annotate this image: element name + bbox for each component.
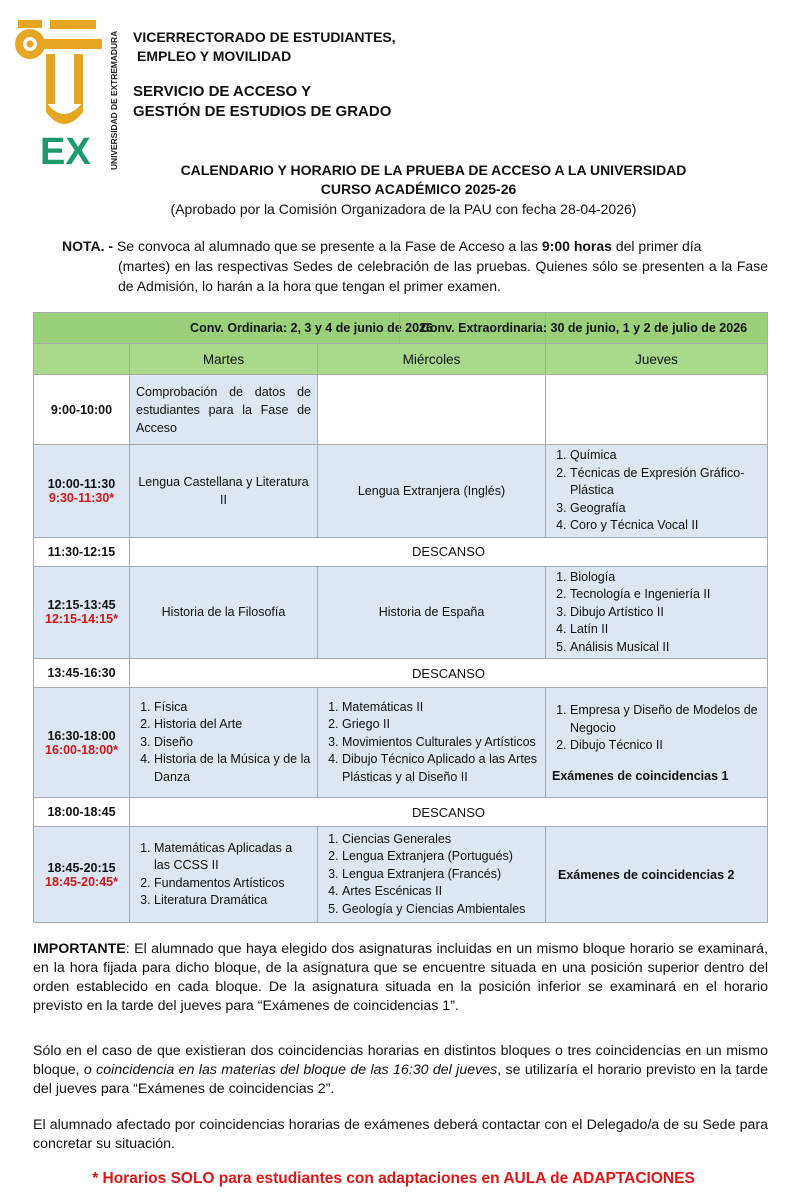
academic-year: CURSO ACADÉMICO 2025-26 [320, 181, 517, 197]
table-row [34, 566, 768, 659]
time-value: 10:00-11:30 [47, 476, 116, 491]
list-item: 2. Fundamentos Artísticos [154, 875, 311, 893]
table-row [34, 375, 768, 445]
list-item: 2. Tecnología e Ingeniería II [570, 586, 761, 604]
martes-cell: Comprobación de datos de estudiantes para la Fase de Acceso [130, 375, 318, 445]
subject-list [324, 699, 539, 787]
martes-cell: Lengua Castellana y Literatura II [130, 445, 318, 538]
note-lead: NOTA. - [62, 238, 114, 254]
list-item: 5. Geología y Ciencias Ambientales [342, 901, 539, 919]
table-row [34, 659, 768, 688]
list-item: 3. Diseño [154, 734, 311, 752]
list-item: 1. Biología [570, 569, 761, 587]
list-item: 1. Ciencias Generales [342, 831, 539, 849]
martes-cell [130, 688, 318, 798]
subject-list [552, 447, 761, 535]
coincidencias-paragraph [33, 1042, 768, 1099]
subject-list [136, 840, 311, 910]
list-item: 1. Química [570, 447, 761, 465]
martes-cell: Historia de la Filosofía [130, 566, 318, 659]
header-line-4: GESTIÓN DE ESTUDIOS DE GRADO [133, 103, 392, 120]
jueves-cell [546, 827, 768, 923]
time-value: 12:15-13:45 [47, 598, 116, 613]
header-vicerrectorado [133, 28, 396, 66]
footer-adaptaciones-note: * Horarios SOLO para estudiantes con adaptaciones en AULA de ADAPTACIONES [92, 1170, 695, 1187]
miercoles-cell: Historia de España [318, 566, 546, 659]
descanso-cell: DESCANSO [130, 798, 768, 827]
miercoles-cell [318, 375, 546, 445]
note-text-1: Se convoca al alumnado que se presente a la Fase de Acceso a las [113, 238, 542, 254]
descanso-cell: DESCANSO [130, 659, 768, 688]
header-line-2: EMPLEO Y MOVILIDAD [137, 48, 292, 64]
list-item: 4. Historia de la Música y de la Danza [154, 751, 311, 786]
list-item: 3. Dibujo Artístico II [570, 604, 761, 622]
list-item: 4. Artes Escénicas II [342, 883, 539, 901]
list-item: 2. Técnicas de Expresión Gráfico-Plástica [570, 465, 761, 500]
list-item: 3. Literatura Dramática [154, 892, 311, 910]
importante-text: : El alumnado que haya elegido dos asignaturas incluidas en un mismo bloque horario se examinará, en la hora fijada para dicho bloque, de la asignatura que se encuentre situada en una posición superior dentro del orden establecido en cada bloque. De la asignatura situada en la posición inferior se examinará en el horario previsto en la tarde del jueves para “Exámenes de coincidencias 1”. [33, 941, 768, 1014]
coincidencias-2: Exámenes de coincidencias 2 [558, 867, 735, 882]
note-bold-time: 9:00 horas [541, 238, 612, 254]
adapt-time: 12:15-14:15* [45, 612, 118, 627]
time-value: 16:30-18:00 [47, 728, 116, 743]
list-item: 1. Matemáticas II [342, 699, 539, 717]
list-item: 4. Dibujo Técnico Aplicado a las Artes Plásticas y al Diseño II [342, 751, 539, 786]
time-value: 18:45-20:15 [47, 860, 116, 875]
subject-list [324, 831, 539, 919]
time-cell [34, 566, 130, 659]
list-item: 5. Análisis Musical II [570, 639, 761, 657]
adapt-time: 9:30-11:30* [48, 490, 115, 505]
days-header-row [34, 344, 768, 375]
header-line-3: SERVICIO DE ACCESO Y [133, 83, 312, 100]
list-item: 2. Griego II [342, 716, 539, 734]
miercoles-cell [318, 688, 546, 798]
importante-paragraph [33, 940, 768, 1016]
jueves-cell [546, 445, 768, 538]
martes-cell [130, 827, 318, 923]
list-item: 1. Empresa y Diseño de Modelos de Negocio [570, 702, 761, 737]
table-row [34, 537, 768, 566]
table-row [34, 827, 768, 923]
miercoles-cell [318, 827, 546, 923]
list-item: 1. Matemáticas Aplicadas a las CCSS II [154, 840, 311, 875]
note-section [62, 236, 768, 296]
logo-vertical-text: UNIVERSIDAD DE EXTREMADURA [109, 30, 119, 170]
importante-lead: IMPORTANTE [33, 941, 126, 957]
schedule-table [33, 312, 768, 923]
list-item: 2. Dibujo Técnico II [570, 737, 761, 755]
empty-header-cell [34, 344, 130, 375]
adapt-time: 16:00-18:00* [45, 742, 118, 757]
day-jueves: Jueves [546, 344, 768, 375]
jueves-cell [546, 566, 768, 659]
coincidencias-text-italic: o coincidencia en las materias del bloque de las 16:30 del jueves [83, 1062, 498, 1078]
coincidencias-text-b: , se utilizaría el horario previsto en la tarde del jueves para “Exámenes de coincidencias 2”. [33, 1062, 768, 1097]
time-cell [34, 827, 130, 923]
list-item: 4. Latín II [570, 621, 761, 639]
header-servicio [133, 82, 391, 122]
subject-list [552, 569, 761, 657]
time-cell [34, 688, 130, 798]
jueves-cell [546, 688, 768, 798]
coincidencias-text-a: Sólo en el caso de que existieran dos coincidencias horarias en distintos bloques o tres coincidencias en un mismo bloque, [33, 1043, 768, 1078]
time-cell: 13:45-16:30 [34, 659, 130, 688]
list-item: 3. Movimientos Culturales y Artísticos [342, 734, 539, 752]
note-text-rest: (martes) en las respectivas Sedes de celebración de las pruebas. Quienes sólo se presenten a la Fase de Admisión, lo harán a la hora que tengan el primer examen. [118, 258, 768, 294]
note-text-2: del primer día [611, 238, 702, 254]
descanso-cell: DESCANSO [130, 537, 768, 566]
table-row [34, 798, 768, 827]
header-line-1: VICERRECTORADO DE ESTUDIANTES, [133, 29, 396, 45]
list-item: 3. Lengua Extranjera (Francés) [342, 866, 539, 884]
miercoles-cell: Lengua Extranjera (Inglés) [318, 445, 546, 538]
list-item: 1. Física [154, 699, 311, 717]
day-martes: Martes [130, 344, 318, 375]
list-item: 2. Historia del Arte [154, 716, 311, 734]
time-cell: 9:00-10:00 [34, 375, 130, 445]
table-row [34, 688, 768, 798]
uex-logo [10, 14, 122, 172]
time-cell: 11:30-12:15 [34, 537, 130, 566]
contact-paragraph: El alumnado afectado por coincidencias horarias de exámenes deberá contactar con el Delegado/a de su Sede para concretar su situación. [33, 1117, 768, 1152]
subject-list [552, 702, 761, 755]
jueves-cell [546, 375, 768, 445]
list-item: 4. Coro y Técnica Vocal II [570, 517, 761, 535]
conv-extraordinaria-label: Conv. Extraordinaria: 30 de junio, 1 y 2 de julio de 2026 [399, 312, 768, 343]
list-item: 2. Lengua Extranjera (Portugués) [342, 848, 539, 866]
coincidencias-1: Exámenes de coincidencias 1 [552, 768, 729, 783]
list-item: 3. Geografía [570, 500, 761, 518]
time-cell: 18:00-18:45 [34, 798, 130, 827]
approval-note: (Aprobado por la Comisión Organizadora de la PAU con fecha 28-04-2026) [170, 201, 637, 217]
logo-letters: EX [40, 131, 91, 172]
day-miercoles: Miércoles [318, 344, 546, 375]
subject-list [136, 699, 311, 787]
page-title: CALENDARIO Y HORARIO DE LA PRUEBA DE ACCESO A LA UNIVERSIDAD [180, 162, 687, 178]
time-cell [34, 445, 130, 538]
conv-ordinaria: Conv. Ordinaria: 2, 3 y 4 de junio de 2026 [34, 313, 546, 344]
table-row [34, 445, 768, 538]
adapt-time: 18:45-20:45* [45, 874, 118, 889]
